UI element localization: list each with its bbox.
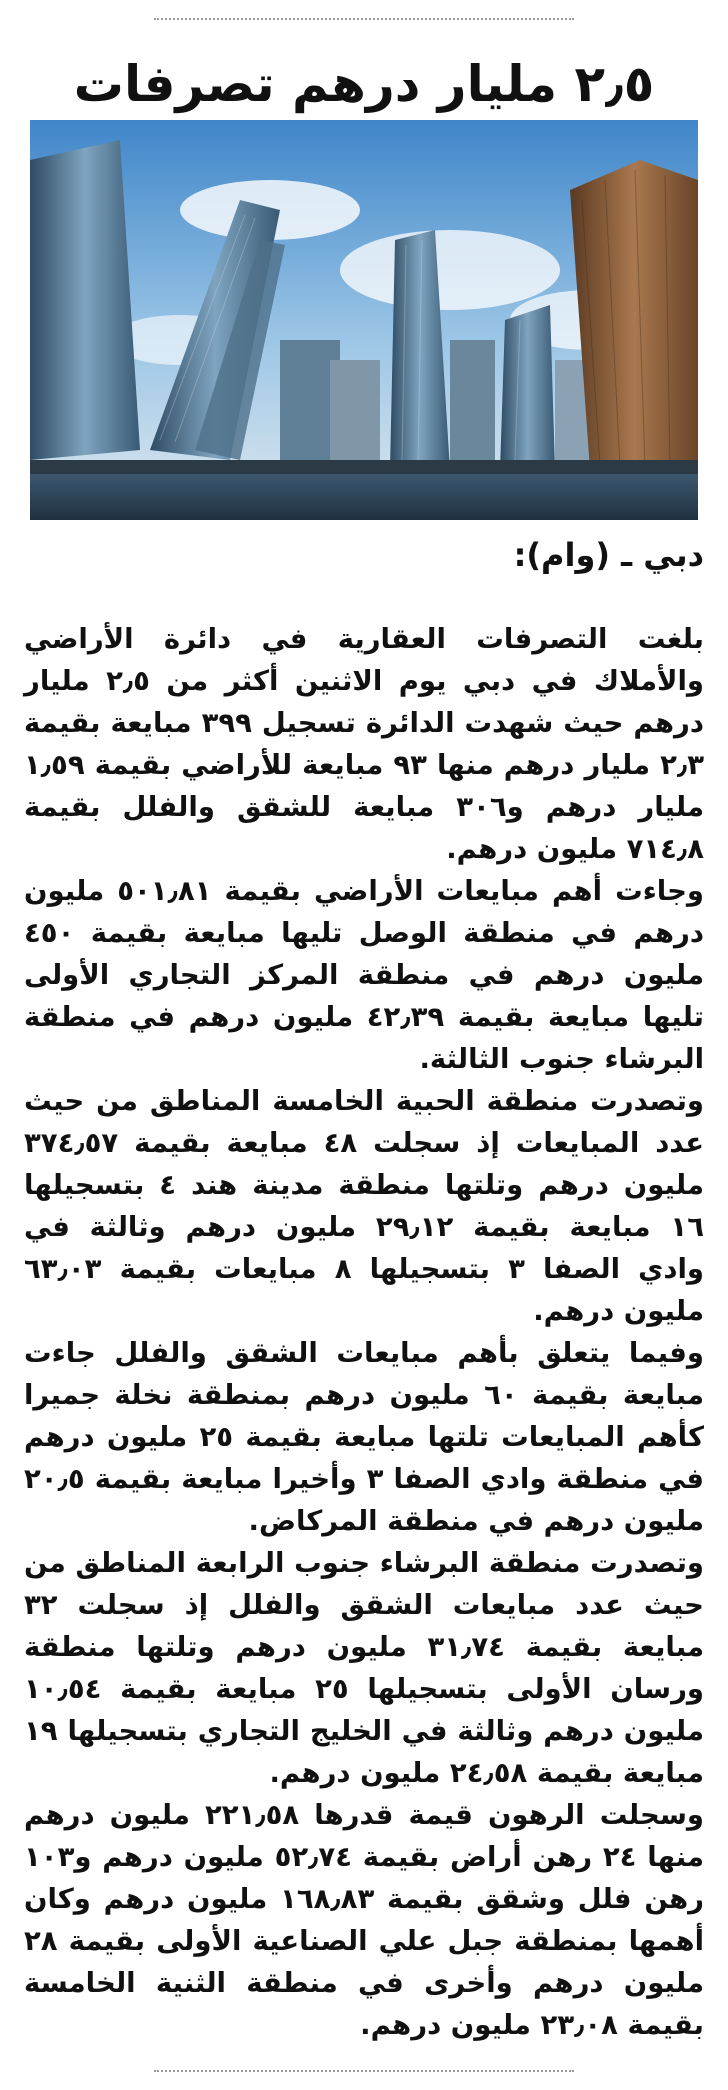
article-paragraph: وسجلت الرهون قيمة قدرها ٢٢١٫٥٨ مليون درهم منها ٢٤ رهن أراض بقيمة ٥٢٫٧٤ مليون درهم و١٠٣ رهن فلل وشقق بقيمة ١٦٨٫٨٣ مليون درهم وكان أهمها بمنطقة جبل علي الصناعية الأولى بقيمة ٢٨ مليون درهم وأخرى في منطقة الثنية الخامسة بقيمة ٢٣٫٠٨ مليون درهم.: [24, 1799, 704, 2041]
bottom-dotted-rule: [154, 2070, 574, 2072]
skyline-photo: [30, 120, 698, 520]
skyline-illustration: [30, 120, 698, 520]
article-headline: ٢٫٥ مليار درهم تصرفات: [73, 55, 655, 113]
article-paragraph: وفيما يتعلق بأهم مبايعات الشقق والفلل جاءت مبايعة بقيمة ٦٠ مليون درهم بمنطقة نخلة جميرا كأهم المبايعات تلتها مبايعة بقيمة ٢٥ مليون درهم في منطقة وادي الصفا ٣ وأخيرا مبايعة بقيمة ٢٠٫٥ مليون درهم في منطقة المركاض.: [24, 1337, 704, 1537]
article-body: [24, 618, 704, 2046]
article-paragraph: وجاءت أهم مبايعات الأراضي بقيمة ٥٠١٫٨١ مليون درهم في منطقة الوصل تليها مبايعة بقيمة ٤٥٠ مليون درهم في منطقة المركز التجاري الأولى تليها مبايعة بقيمة ٤٢٫٣٩ مليون درهم في منطقة البرشاء جنوب الثالثة.: [24, 875, 705, 1075]
article-frame: [24, 18, 704, 2072]
article-paragraph: وتصدرت منطقة البرشاء جنوب الرابعة المناطق من حيث عدد مبايعات الشقق والفلل إذ سجلت ٣٢ مبايعة بقيمة ٣١٫٧٤ مليون درهم وتلتها منطقة ورسان الأولى بتسجيلها ٢٥ مبايعة بقيمة ١٠٫٥٤ مليون درهم وثالثة في الخليج التجاري بتسجيلها ١٩ مبايعة بقيمة ٢٤٫٥٨ مليون درهم.: [24, 1547, 704, 1789]
top-dotted-rule: [154, 18, 574, 20]
article-dateline: دبي ـ (وام):: [513, 536, 704, 574]
article-paragraph: وتصدرت منطقة الحبية الخامسة المناطق من حيث عدد المبايعات إذ سجلت ٤٨ مبايعة بقيمة ٣٧٤٫٥٧ مليون درهم وتلتها منطقة مدينة هند ٤ بتسجيلها ١٦ مبايعة بقيمة ٢٩٫١٢ مليون درهم وثالثة في وادي الصفا ٣ بتسجيلها ٨ مبايعات بقيمة ٦٣٫٠٣ مليون درهم.: [24, 1085, 705, 1327]
article-paragraph: بلغت التصرفات العقارية في دائرة الأراضي والأملاك في دبي يوم الاثنين أكثر من ٢٫٥ مليار درهم حيث شهدت الدائرة تسجيل ٣٩٩ مبايعة بقيمة ٢٫٣ مليار درهم منها ٩٣ مبايعة للأراضي بقيمة ١٫٥٩ مليار درهم و٣٠٦ مبايعة للشقق والفلل بقيمة ٧١٤٫٨ مليون درهم.: [24, 623, 704, 865]
